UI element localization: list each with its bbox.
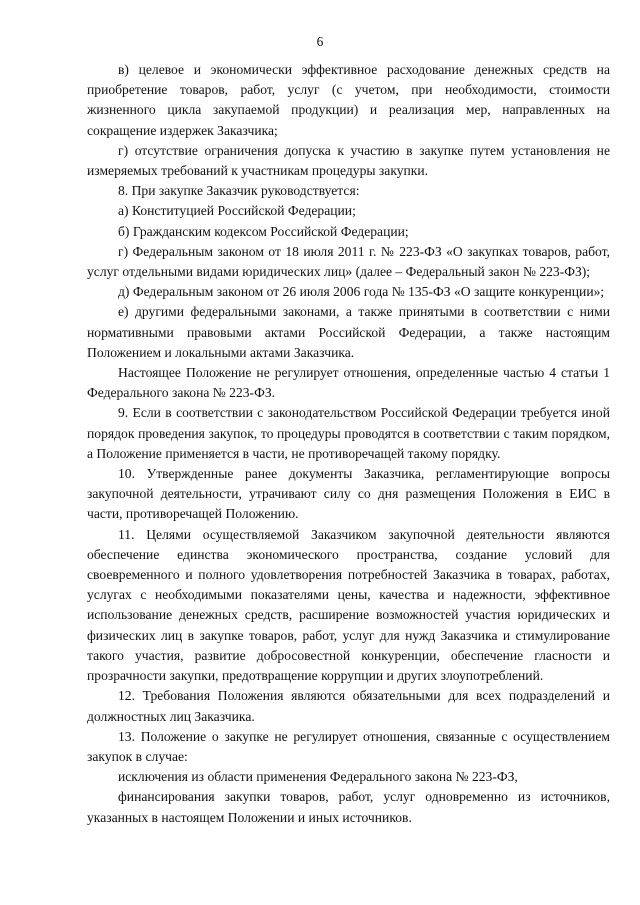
paragraph-11: 11. Целями осуществляемой Заказчиком закупочной деятельности являются обеспечение единства экономического пространства, создание условий для своевременного и полного удовлетворения потребностей Заказчика в товарах, работах, услугах с необходимыми показателями цены, качества и надежности, эффективное использование денежных средств, расширение возможностей участия юридических и физических лиц в закупке товаров, работ, услуг для нужд Заказчика и стимулирование такого участия, развитие добросовестной конкуренции, обеспечение гласности и прозрачности закупки, предотвращение коррупции и других злоупотреблений. — [87, 526, 610, 684]
paragraph-scope-note: Настоящее Положение не регулирует отношения, определенные частью 4 статьи 1 Федерального закона № 223-ФЗ. — [87, 365, 610, 401]
paragraph-8g: г) Федеральным законом от 18 июля 2011 г. № 223-ФЗ «О закупках товаров, работ, услуг отдельными видами юридических лиц» (далее – Федеральный закон № 223-ФЗ); — [87, 243, 610, 280]
paragraph-8a: а) Конституцией Российской Федерации; — [118, 203, 356, 219]
paragraph-13-item-1: исключения из области применения Федерального закона № 223-ФЗ, — [118, 769, 518, 785]
document-body — [87, 60, 610, 828]
paragraph-10: 10. Утвержденные ранее документы Заказчика, регламентирующие вопросы закупочной деятельности, утрачивают силу со дня размещения Положения в ЕИС в части, противоречащей Положению. — [87, 466, 610, 522]
paragraph-8: 8. При закупке Заказчик руководствуется: — [118, 183, 360, 199]
paragraph-13-item-2: финансирования закупки товаров, работ, услуг одновременно из источников, указанных в настоящем Положении и иных источников. — [87, 789, 610, 825]
page-number: 6 — [316, 34, 324, 49]
paragraph-8d: д) Федеральным законом от 26 июля 2006 года № 135-ФЗ «О защите конкуренции»; — [118, 284, 605, 300]
paragraph-8b: б) Гражданским кодексом Российской Федерации; — [118, 223, 409, 239]
paragraph-7g: г) отсутствие ограничения допуска к участию в закупке путем установления не измеряемых требований к участникам процедуры закупки. — [87, 142, 610, 179]
paragraph-7v: в) целевое и экономически эффективное расходование денежных средств на приобретение товаров, работ, услуг (с учетом, при необходимости, стоимости жизненного цикла закупаемой продукции) и реализация мер, направленных на сокращение издержек Заказчика; — [87, 62, 610, 138]
paragraph-8e: е) другими федеральными законами, а также принятыми в соответствии с ними нормативными правовыми актами Российской Федерации, а также настоящим Положением и локальными актами Заказчика. — [87, 304, 610, 360]
paragraph-13: 13. Положение о закупке не регулирует отношения, связанные с осуществлением закупок в случае: — [87, 728, 610, 764]
paragraph-9: 9. Если в соответствии с законодательством Российской Федерации требуется иной порядок проведения закупок, то процедуры проводятся в соответствии с таким порядком, а Положение применяется в части, не противоречащей такому порядку. — [87, 405, 610, 461]
paragraph-12: 12. Требования Положения являются обязательными для всех подразделений и должностных лиц Заказчика. — [87, 688, 610, 724]
